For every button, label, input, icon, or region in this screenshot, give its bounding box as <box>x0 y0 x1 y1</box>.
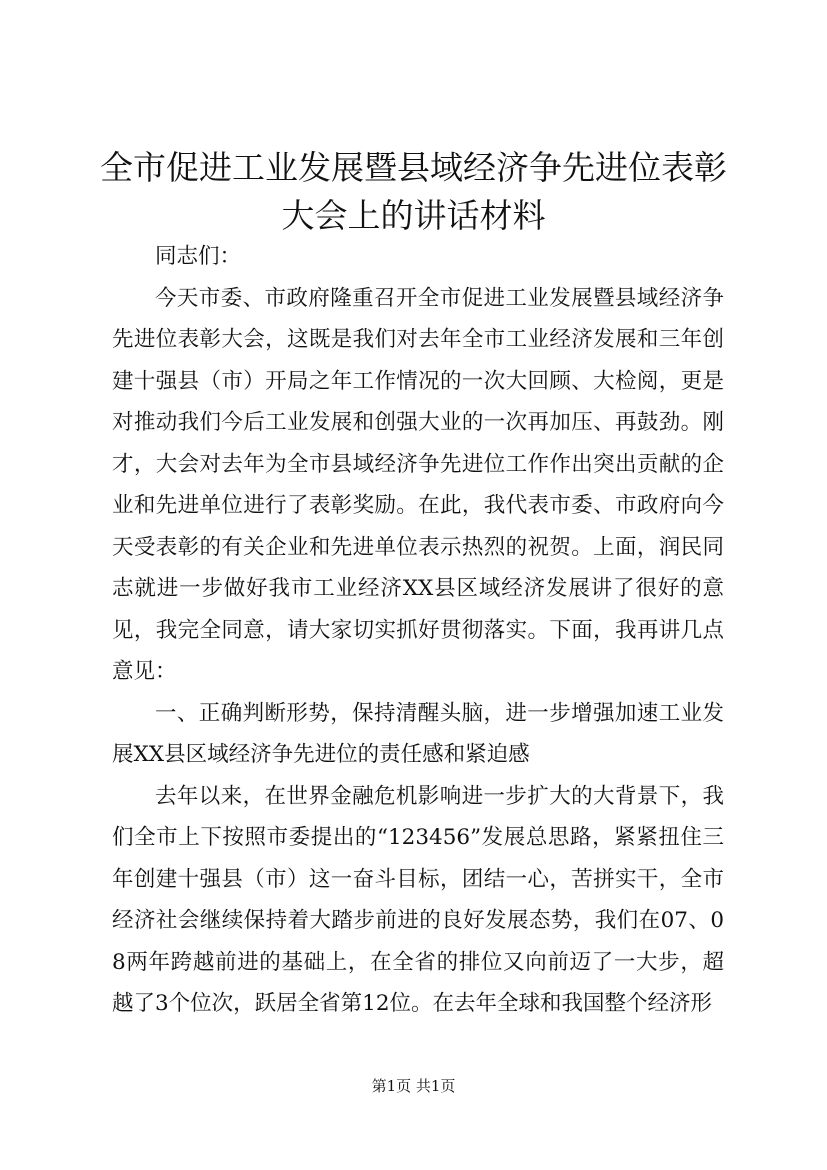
document-title: 全市促进工业发展暨县域经济争先进位表彰大会上的讲话材料 <box>100 148 727 235</box>
section-heading-paragraph: 一、正确判断形势，保持清醒头脑，进一步增强加速工业发展XX县区域经济争先进位的责任感和紧迫感 <box>112 700 724 767</box>
body-paragraph: 去年以来，在世界金融危机影响进一步扩大的大背景下，我们全市上下按照市委提出的“123456”发展总思路，紧紧扭住三年创建十强县（市）这一奋斗目标，团结一心，苦拼实干，全市经济社会继续保持着大踏步前进的良好发展态势，我们在07、08两年跨越前进的基础上，在全省的排位又向前迈了一大步，超越了3个位次，跃居全省第12位。在去年全球和我国整个经济形 <box>112 783 724 1016</box>
document-body <box>112 236 724 1025</box>
intro-paragraph: 今天市委、市政府隆重召开全市促进工业发展暨县域经济争先进位表彰大会，这既是我们对去年全市工业经济发展和三年创建十强县（市）开局之年工作情况的一次大回顾、大检阅，更是对推动我们今后工业发展和创强大业的一次再加压、再鼓劲。刚才，大会对去年为全市县域经济争先进位工作作出突出贡献的企业和先进单位进行了表彰奖励。在此，我代表市委、市政府向今天受表彰的有关企业和先进单位表示热烈的祝贺。上面，润民同志就进一步做好我市工业经济XX县区域经济发展讲了很好的意见，我完全同意，请大家切实抓好贯彻落实。下面，我再讲几点意见： <box>112 285 724 684</box>
page-footer: 第1页 共1页 <box>371 1077 456 1095</box>
salutation-paragraph: 同志们： <box>155 244 242 269</box>
